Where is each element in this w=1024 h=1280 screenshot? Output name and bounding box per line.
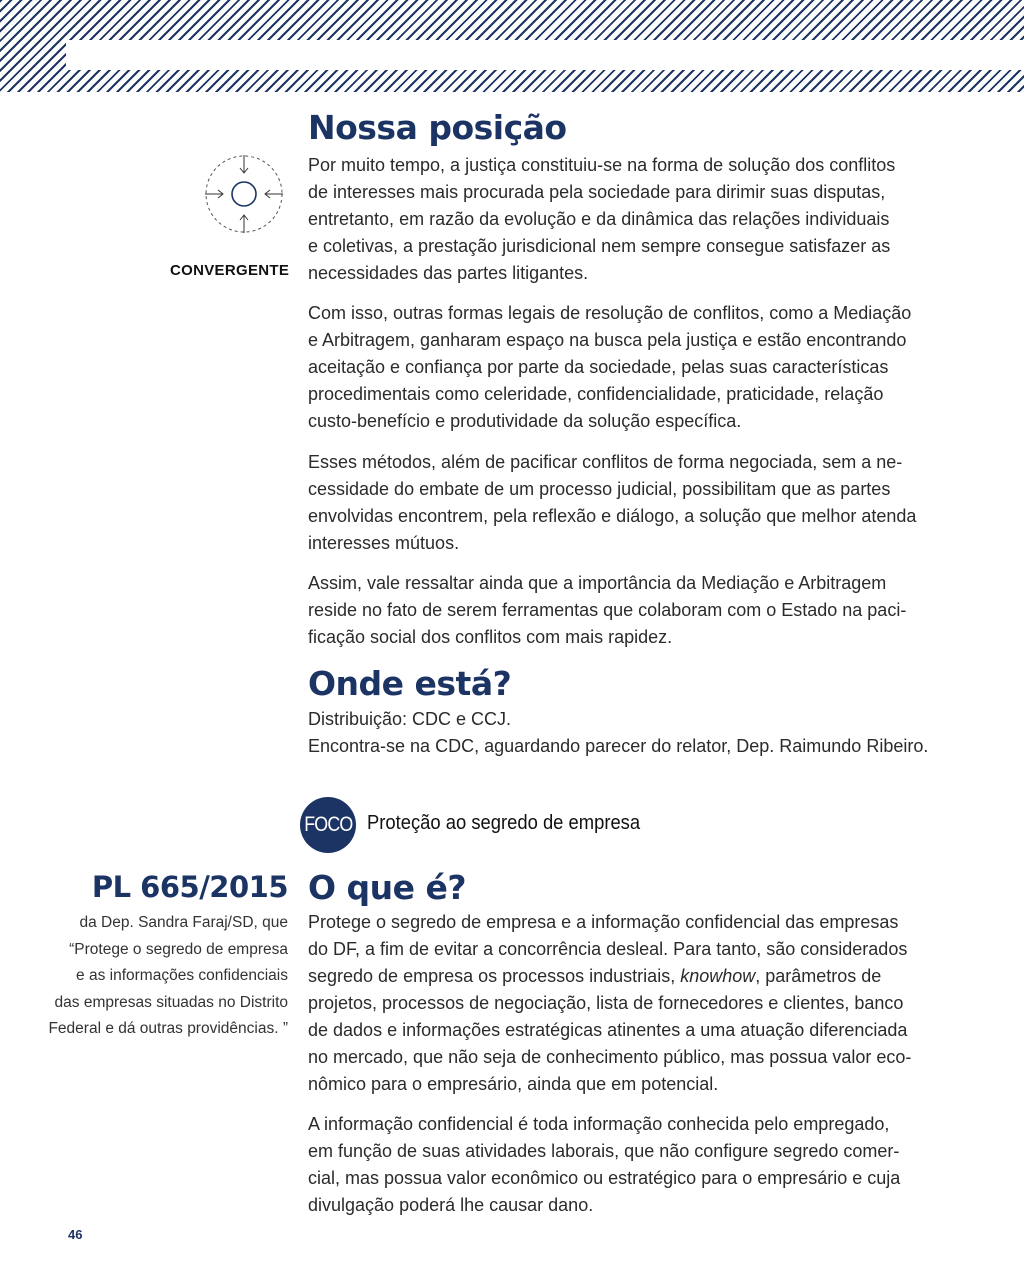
text-line: no mercado, que não seja de conhecimento público, mas possua valor eco- [308,1047,912,1067]
text-line: do DF, a fim de evitar a concorrência desleal. Para tanto, são considerados [308,939,908,959]
oque-paragraph-1 [308,909,912,1098]
text-line: Com isso, outras formas legais de resolução de conflitos, como a Mediação [308,303,912,323]
text-segment: segredo de empresa os processos industriais, [308,966,681,986]
text-line: Protege o segredo de empresa e a informação confidencial das empresas [308,912,899,932]
foco-badge-label: FOCO [303,813,353,836]
bill-description [40,910,288,1043]
text-line: reside no fato de serem ferramentas que colaboram com o Estado na paci- [308,600,907,620]
text-line: de interesses mais procurada pela sociedade para dirimir suas disputas, [308,182,886,202]
text-line: custo-benefício e produtividade da solução específica. [308,411,742,431]
posicao-paragraph-2 [308,300,912,435]
convergent-arrows-icon [200,152,288,236]
text-line: interesses mútuos. [308,533,460,553]
posicao-paragraph-1 [308,152,898,287]
text-line: e coletivas, a prestação jurisdicional nem sempre consegue satisfazer as [308,236,891,256]
text-line: divulgação poderá lhe causar dano. [308,1195,594,1215]
text-line: aceitação e confiança por parte da sociedade, pelas suas características [308,357,889,377]
bill-description-line: e as informações confidenciais [76,967,288,984]
text-line: projetos, processos de negociação, lista de fornecedores e clientes, banco [308,993,904,1013]
text-line: entretanto, em razão da evolução e da dinâmica das relações individuais [308,209,890,229]
status-line: Encontra-se na CDC, aguardando parecer do relator, Dep. Raimundo Ribeiro. [308,736,929,756]
distribution-line: Distribuição: CDC e CCJ. [308,709,512,729]
text-line: em função de suas atividades laborais, que não configure segredo comer- [308,1141,900,1161]
bill-description-line: “Protege o segredo de empresa [69,940,288,958]
bill-description-line: Federal e dá outras providências. ” [48,1020,288,1037]
foco-title: Proteção ao segredo de empresa [367,812,641,834]
text-line: e Arbitragem, ganharam espaço na busca pela justiça e estão encontrando [308,330,907,350]
text-line: Por muito tempo, a justiça constituiu-se na forma de solução dos conflitos [308,155,896,175]
text-line: de dados e informações estratégicas atinentes a uma atuação diferenciada [308,1020,908,1040]
text-line: nômico para o empresário, ainda que em potencial. [308,1074,719,1094]
text-line: Esses métodos, além de pacificar conflitos de forma negociada, sem a ne- [308,452,903,472]
posicao-paragraph-3 [308,449,917,557]
text-line: A informação confidencial é toda informação conhecida pelo empregado, [308,1114,890,1134]
heading-onde-esta: Onde está? [308,664,512,703]
text-line: cial, mas possua valor econômico ou estratégico para o empresário e cuja [308,1168,901,1188]
heading-nossa-posicao: Nossa posição [308,108,567,147]
onde-esta-text [308,706,929,760]
text-line-with-italic [308,963,898,990]
oque-paragraph-2 [308,1111,901,1219]
text-line: Assim, vale ressaltar ainda que a importância da Mediação e Arbitragem [308,573,887,593]
text-line: envolvidas encontrem, pela reflexão e diálogo, a solução que melhor atenda [308,506,917,526]
text-line: necessidades das partes litigantes. [308,263,589,283]
text-line: cessidade do embate de um processo judicial, possibilitam que as partes [308,479,891,499]
knowhow-term: knowhow [680,966,756,986]
bill-description-line: das empresas situadas no Distrito [54,993,288,1011]
convergente-label: CONVERGENTE [170,262,290,279]
posicao-paragraph-4 [308,570,907,651]
bill-description-line: da Dep. Sandra Faraj/SD, que [79,914,288,931]
heading-o-que-e: O que é? [308,868,467,907]
text-segment: , parâmetros de [755,966,882,986]
text-line: ficação social dos conflitos com mais rapidez. [308,627,673,647]
foco-badge [300,797,356,853]
bill-number: PL 665/2015 [91,870,288,904]
page-number: 46 [68,1227,83,1242]
header-white-bar [66,40,1024,70]
text-line: procedimentais como celeridade, confidencialidade, praticidade, relação [308,384,884,404]
